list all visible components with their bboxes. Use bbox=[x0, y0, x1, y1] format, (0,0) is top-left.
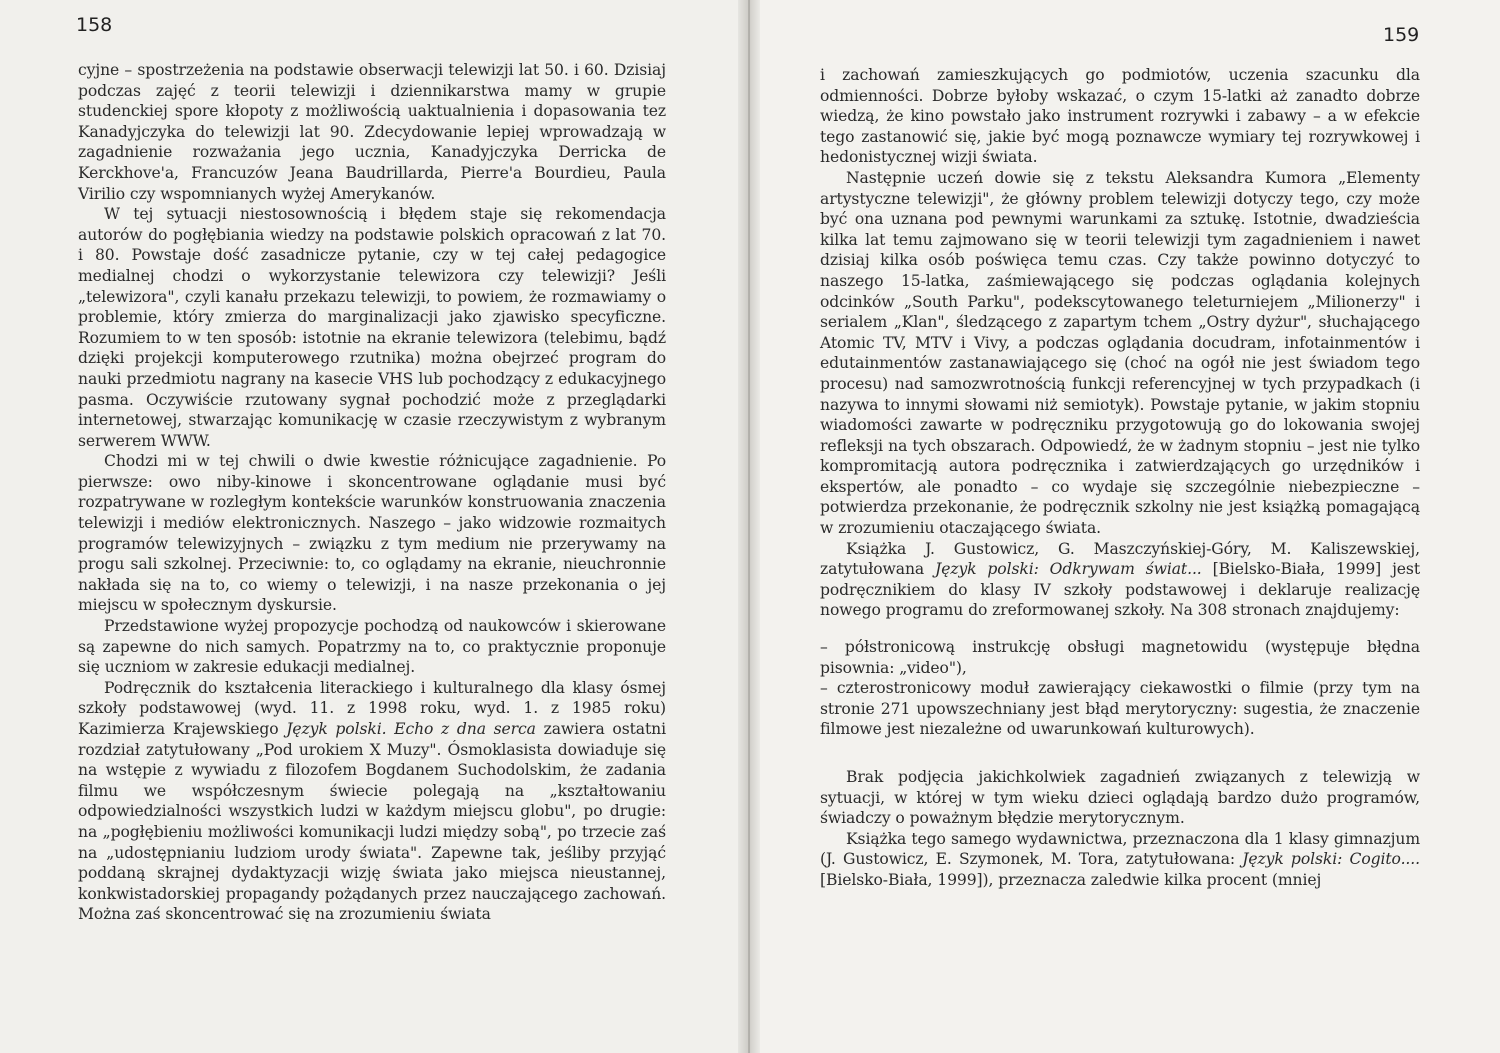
book-title: Język polski: Odkrywam świat... bbox=[935, 560, 1202, 579]
paragraph-text: [Bielsko-Biała, 1999] jest podręcznikiem do klasy IV szkoły podstawowej i deklaruje realizację nowego programu do zreformowanej szkoły. Na 308 stronach znajdujemy: bbox=[820, 560, 1421, 620]
right-page-text bbox=[820, 65, 1420, 891]
list-item: – czterostronicowy moduł zawierający ciekawostki o filmie (przy tym na stronie 271 upowszechniany jest błąd merytoryczny: sugestia, że znaczenie filmowe jest niezależne od uwarunkowań kulturowych). bbox=[820, 679, 1420, 739]
left-page-text bbox=[78, 60, 666, 925]
paragraph: Następnie uczeń dowie się z tekstu Aleksandra Kumora „Elementy artystyczne telewizji", że główny problem telewizji dotyczy tego, czy może być ona uznana pod pewnymi warunkami za sztukę. Istotnie, dwadzieścia kilka lat temu zajmowano się w teorii telewizji tym zagadnieniem i nawet dzisiaj kilka osób poświęca temu czas. Czy także powinno dotyczyć to naszego 15-latka, zaśmiewającego się podczas oglądania kolejnych odcinków „South Parku", podekscytowanego teleturniejem „Milionerzy" i serialem „Klan", śledzącego z zapartym tchem „Ostry dyżur", słuchającego Atomic TV, MTV i Vivy, a podczas oglądania docudram, infotainmentów i edutainmentów zastanawiającego się (choć na ogół nie jest świadom tego procesu) nad samozwrotnością funkcji referencyjnej w tych przypadkach (i nazywa to innymi słowami niż semiotyk). Powstaje pytanie, w jakim stopniu wiadomości zawarte w podręczniku przygotowują go do lokowania swojej refleksji na tych obszarach. Odpowiedź, że w żadnym stopniu – jest nie tylko kompromitacją autora podręcznika i zatwierdzających go urzędników i ekspertów, ale ponadto – co wydaje się szczególnie niebezpieczne – potwierdza przekonanie, że podręcznik szkolny nie jest książką pomagającą w zrozumieniu otaczającego świata. bbox=[820, 168, 1420, 538]
paragraph-text: [Bielsko-Biała, 1999]), przeznacza zaledwie kilka procent (mniej bbox=[820, 870, 1322, 889]
paragraph-text: Podręcznik do kształcenia literackiego i kulturalnego dla klasy ósmej szkoły podstawowej (wyd. 11. z 1998 roku, wyd. 1. z 1985 roku) Kazimierza Krajewskiego bbox=[78, 678, 666, 738]
paragraph bbox=[78, 678, 666, 925]
paragraph-text: zawiera ostatni rozdział zatytułowany „Pod urokiem X Muzy". Ósmoklasista dowiaduje się na wstępie z wywiadu z filozofem Bogdanem Suchodolskim, że zadania filmu we współczesnym świecie polegają na „kształtowaniu odpowiedzialności wszystkich ludzi w każdym miejscu globu", po drugie: na „pogłębieniu możliwości komunikacji ludzi między sobą", po trzecie zaś na „udostępnianiu ludziom urody świata". Zapewne tak, jeśliby przyjąć poddaną skrajnej dydaktyzacji wizję świata jako miejsca nieustannej, konkwistadorskiej propagandy pożądanych przez nauczającego zachowań. Można zaś skoncentrować się na zrozumieniu świata bbox=[78, 720, 666, 924]
left-page bbox=[0, 0, 748, 1053]
paragraph-text: Książka J. Gustowicz, G. Maszczyńskiej-Góry, M. Kaliszewskiej, zatytułowana bbox=[820, 539, 1420, 579]
paragraph: W tej sytuacji niestosownością i błędem staje się rekomendacja autorów do pogłębiania wiedzy na podstawie polskich opracowań z lat 70. i 80. Powstaje dość zasadnicze pytanie, czy w tej całej pedagogice medialnej chodzi o wykorzystanie telewizora czy telewizji? Jeśli „telewizora", czyli kanału przekazu telewizji, to powiem, że rozmawiamy o problemie, który zmierza do marginalizacji jako zjawisko specyficzne. Rozumiem to w ten sposób: istotnie na ekranie telewizora (telebimu, bądź dzięki projekcji komputerowego rzutnika) można obejrzeć program do nauki przedmiotu nagrany na kasecie VHS lub pochodzący z edukacyjnego pasma. Oczywiście rzutowany sygnał pochodzić może z przeglądarki internetowej, stwarzając komunikację w czasie rzeczywistym z wybranym serwerem WWW. bbox=[78, 205, 666, 450]
right-page bbox=[748, 0, 1500, 1053]
page-number: 159 bbox=[1383, 24, 1420, 46]
paragraph: Brak podjęcia jakichkolwiek zagadnień związanych z telewizją w sytuacji, w której w tym wieku dzieci oglądają bardzo dużo programów, świadczy o poważnym błędzie merytorycznym. bbox=[820, 768, 1420, 828]
book-gutter bbox=[738, 0, 760, 1053]
paragraph bbox=[820, 539, 1420, 621]
paragraph: Chodzi mi w tej chwili o dwie kwestie różnicujące zagadnienie. Po pierwsze: owo niby-kinowe i skoncentrowane oglądanie musi być rozpatrywane w rozległym kontekście warunków konstruowania znaczenia telewizji i mediów elektronicznych. Naszego – jako widzowie rozmaitych programów telewizyjnych – związku z tym medium nie przerywamy na progu sali szkolnej. Przeciwnie: to, co oglądamy na ekranie, nieuchronnie nakłada się na to, co wiemy o telewizji, i na nasze przekonania o jej miejscu w społecznym dyskursie. bbox=[78, 452, 666, 615]
paragraph: Przedstawione wyżej propozycje pochodzą od naukowców i skierowane są zapewne do nich samych. Popatrzmy na to, co praktycznie proponuje się uczniom w zakresie edukacji medialnej. bbox=[78, 617, 666, 677]
book-title: Język polski. Echo z dna serca bbox=[286, 720, 536, 738]
paragraph bbox=[820, 829, 1420, 891]
list-item: – półstronicową instrukcję obsługi magnetowidu (występuje błędna pisownia: „video"), bbox=[820, 638, 1420, 677]
page-number: 158 bbox=[76, 14, 113, 36]
paragraph: i zachowań zamieszkujących go podmiotów, uczenia szacunku dla odmienności. Dobrze byłoby wskazać, o czym 15-latki aż zanadto dobrze wiedzą, że kino powstało jako instrument rozrywki i zabawy – a w efekcie tego zastanowić się, jakie być mogą poznawcze wymiary tej rozrywkowej i hedonistycznej wizji świata. bbox=[820, 66, 1420, 167]
paragraph: cyjne – spostrzeżenia na podstawie obserwacji telewizji lat 50. i 60. Dzisiaj podczas zajęć z teorii telewizji i dziennikarstwa mamy w grupie studenckiej spore kłopoty z możliwością uaktualnienia i dopasowania tez Kanadyjczyka do telewizji lat 90. Zdecydowanie lepiej wprowadzają w zagadnienie rozważania jego ucznia, Kanadyjczyka Derricka de Kerckhove'a, Francuzów Jeana Baudrillarda, Pierre'a Bourdieu, Paula Virilio czy wspomnianych wyżej Amerykanów. bbox=[78, 61, 666, 203]
book-title: Język polski: Cogito.... bbox=[1242, 850, 1420, 869]
paragraph-text: Książka tego samego wydawnictwa, przeznaczona dla 1 klasy gimnazjum (J. Gustowicz, E. Szymonek, M. Tora, zatytułowana: bbox=[820, 829, 1420, 869]
